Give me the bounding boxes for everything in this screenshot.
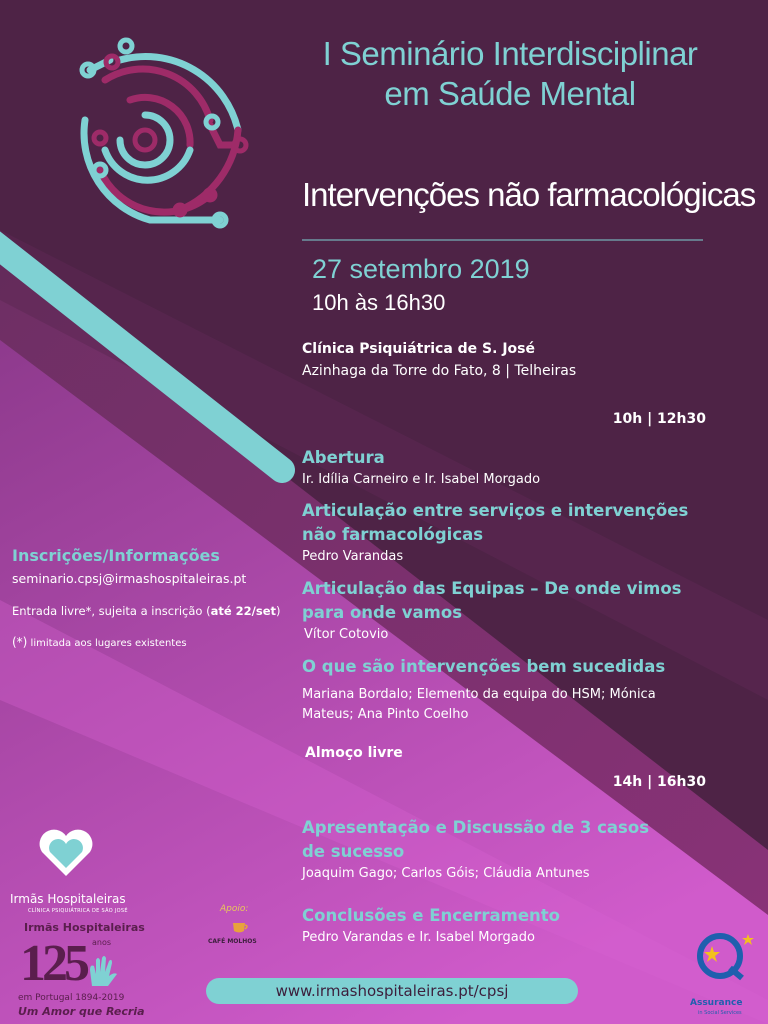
- website-url[interactable]: www.irmashospitaleiras.pt/cpsj: [275, 982, 509, 1000]
- item-title: Apresentação e Discussão de 3 casos de sucesso: [302, 818, 650, 861]
- program-item: [302, 816, 662, 884]
- entry-prefix: Entrada livre*, sujeita a inscrição (: [12, 604, 211, 618]
- registration-email[interactable]: seminario.cpsj@irmashospitaleiras.pt: [12, 571, 247, 586]
- venue-address: Azinhaga da Torre do Fato, 8 | Telheiras: [302, 363, 577, 379]
- item-people: Pedro Varandas e Ir. Isabel Morgado: [302, 930, 535, 945]
- coffee-cup-icon: [229, 917, 251, 935]
- lunch: Almoço livre: [305, 745, 403, 761]
- assurance-logo-icon: [690, 932, 756, 982]
- item-title: O que são intervenções bem sucedidas: [302, 657, 666, 676]
- anniv-motto: Um Amor que Recria: [18, 1005, 145, 1018]
- title-line-1: I Seminário Interdisciplinar: [322, 35, 698, 72]
- program-item: [302, 499, 712, 567]
- title-line-2: em Saúde Mental: [384, 75, 636, 112]
- entry-suffix: ): [275, 604, 281, 618]
- afternoon-slot: 14h | 16h30: [612, 774, 706, 790]
- program-item: [302, 904, 702, 948]
- anniv-number: 125: [20, 935, 86, 992]
- venue: [302, 338, 576, 382]
- item-title: Conclusões e Encerramento: [302, 906, 560, 925]
- event-time: 10h às 16h30: [312, 290, 446, 315]
- item-people: Mariana Bordalo; Elemento da equipa do HSM; Mónica Mateus; Ana Pinto Coelho: [302, 687, 656, 722]
- page-title: [300, 34, 720, 114]
- circuit-logo-icon: [60, 20, 260, 240]
- subtitle: Intervenções não farmacológicas: [302, 176, 756, 213]
- org-name: Irmãs Hospitaleiras: [10, 892, 126, 906]
- hand-icon: [86, 952, 120, 988]
- item-people: Joaquim Gago; Carlos Góis; Cláudia Antunes: [302, 866, 590, 881]
- item-title: Abertura: [302, 448, 385, 467]
- morning-slot: 10h | 12h30: [612, 411, 706, 427]
- website-bar[interactable]: [206, 978, 578, 1004]
- program-item: [302, 446, 702, 490]
- anniv-anos: anos: [92, 938, 112, 947]
- program-item: [302, 577, 712, 645]
- program-item: [302, 655, 682, 725]
- heart-logo-icon: [36, 828, 96, 880]
- item-people: Vítor Cotovio: [304, 627, 389, 642]
- registration-entry: [12, 604, 280, 618]
- item-people: Pedro Varandas: [302, 549, 404, 564]
- anniv-years: em Portugal 1894-2019: [18, 993, 125, 1003]
- entry-deadline: até 22/set: [210, 604, 276, 618]
- support-label: Apoio:: [220, 904, 249, 914]
- assurance-text: Assurance: [690, 998, 743, 1008]
- item-title: Articulação entre serviços e intervenções não farmacológicas: [302, 501, 689, 544]
- note-text: limitada aos lugares existentes: [27, 638, 187, 649]
- registration-note: [12, 635, 187, 649]
- anniv-org: Irmãs Hospitaleiras: [24, 921, 145, 934]
- item-people: Ir. Idília Carneiro e Ir. Isabel Morgado: [302, 472, 541, 487]
- item-title: Articulação das Equipas – De onde vimos para onde vamos: [302, 579, 682, 622]
- org-sub: CLÍNICA PSIQUIÁTRICA DE SÃO JOSÉ: [28, 908, 128, 914]
- note-mark: (*): [12, 635, 28, 649]
- registration-title: Inscrições/Informações: [12, 546, 220, 565]
- assurance-sub: in Social Services: [698, 1010, 742, 1016]
- event-date: 27 setembro 2019: [312, 254, 530, 284]
- support-name: CAFÉ MOLHOS: [208, 938, 257, 945]
- venue-name: Clínica Psiquiátrica de S. José: [302, 341, 535, 357]
